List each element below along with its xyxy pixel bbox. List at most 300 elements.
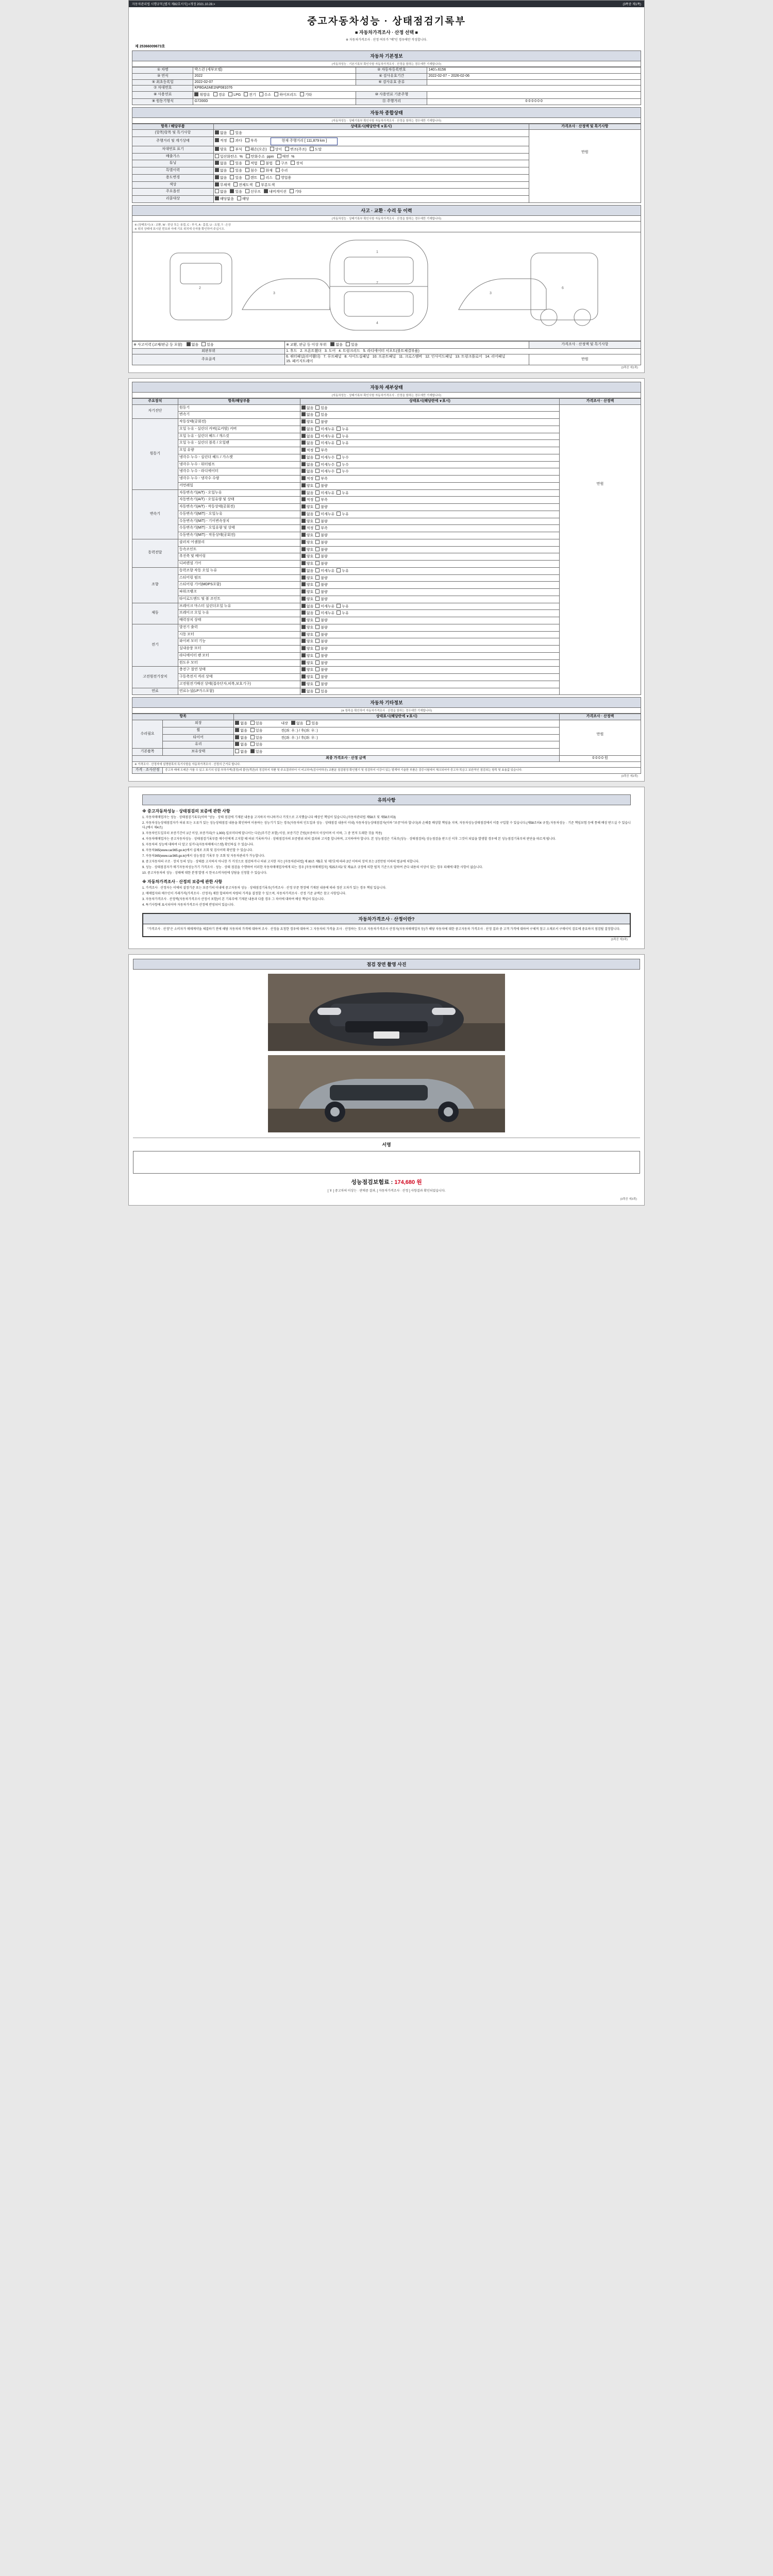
notice-p10: 10. 중고자동차의 성능 · 상태에 대한 분쟁 발생 시 한국소비자원에 상담을 신청할 수 있습니다. <box>142 872 267 875</box>
basic-value-3: 2022 <box>193 73 356 79</box>
detail-part: 수동변속기(M/T) - 작동상태(공회전) <box>178 532 300 539</box>
checkbox-special-none[interactable] <box>215 168 219 172</box>
table-header-row <box>132 714 641 720</box>
checkbox-없음[interactable] <box>301 568 306 572</box>
checkbox-미세누유[interactable] <box>315 611 320 615</box>
checkbox-vin-damage[interactable] <box>245 147 249 151</box>
detail-state[interactable]: 적정 부족 <box>300 447 559 454</box>
checkbox-flood[interactable] <box>245 168 249 172</box>
basic-label-3: ③ 연식 <box>132 73 193 79</box>
checkbox-양호[interactable] <box>301 674 306 679</box>
notice-p3: 3. 자동차인도일부터 보증기간이 1년 이상, 보증거리(수 1,000) 킬로미터에 말나서는 다운(주기간 포함) 이상, 보증기간 간원(보증하지 이상이며 이 이하, 그 중 먼저 도래한 것을 적용) <box>142 832 382 836</box>
checkbox-hc[interactable] <box>246 154 250 158</box>
checkbox-불량[interactable] <box>315 646 320 650</box>
detail-group-6: 전기 <box>132 624 178 667</box>
overall-state-9[interactable]: 해당없음 해당 <box>213 196 529 203</box>
checkbox-tuning-structure[interactable] <box>276 161 280 165</box>
checkbox-미세누수[interactable] <box>315 462 320 466</box>
checkbox-부족[interactable] <box>315 526 320 530</box>
checkbox-불량[interactable] <box>315 561 320 565</box>
checkbox-smoke[interactable] <box>277 154 281 158</box>
checkbox-tuning-none[interactable] <box>215 161 219 165</box>
detail-part: 오일 유량 <box>178 447 300 454</box>
checkbox-special-yes[interactable] <box>230 168 234 172</box>
checkbox-양호[interactable] <box>301 575 306 580</box>
checkbox-basic-none[interactable] <box>235 749 239 753</box>
detail-state[interactable]: 양호 불량 <box>300 667 559 674</box>
checkbox-mileage-low[interactable] <box>245 138 249 142</box>
checkbox-미세누유[interactable] <box>315 568 320 572</box>
basic-value-6 <box>427 79 641 86</box>
checkbox-accident-none[interactable] <box>187 342 191 346</box>
overall-state-3[interactable]: 일산화탄소 % 탄화수소 ppm 매연 % <box>213 153 529 160</box>
checkbox-미세누유[interactable] <box>315 440 320 445</box>
checkbox-없음[interactable] <box>301 462 306 466</box>
checkbox-미세누유[interactable] <box>315 512 320 516</box>
checkbox-누수[interactable] <box>337 469 341 473</box>
checkbox-누유[interactable] <box>337 427 341 431</box>
basic-label-1: ① 차명 <box>132 67 193 74</box>
checkbox-navigation[interactable] <box>264 189 268 193</box>
checkbox-fuel-hydrogen[interactable] <box>259 92 263 96</box>
checkbox-option-none[interactable] <box>215 189 219 193</box>
checkbox-sunroof[interactable] <box>245 189 249 193</box>
checkbox-부족[interactable] <box>315 476 320 480</box>
part-side-sill: 8. 사이드실패널 <box>344 355 369 359</box>
others-col-item: 항목 <box>132 714 234 720</box>
detail-part: 구동축전지 격리 상태 <box>178 674 300 681</box>
detail-state[interactable]: 없음 미세누유 누유 <box>300 489 559 497</box>
checkbox-vin-good[interactable] <box>215 147 219 151</box>
detail-state[interactable]: 없음 있음 <box>300 688 559 695</box>
checkbox-양호[interactable] <box>301 419 306 423</box>
basic-label-2: ② 자동차등록번호 <box>356 67 427 74</box>
detail-state[interactable]: 양호 불량 <box>300 504 559 511</box>
checkbox-없음[interactable] <box>301 440 306 445</box>
notice-p8: 8. 중고자동차의 구조 · 장치 등의 성능 · 상태를 고지하지 아니한 가 거짓으로 점검하거나 허위 고지한 자는 [자동차관리법] 제 80조 제5호 및 제7호에 따라 2년 이하의 징역 또는 2천만원 이하의 벌금에 처합니다. <box>142 860 419 864</box>
checkbox-불량[interactable] <box>315 618 320 622</box>
checkbox-누유[interactable] <box>337 568 341 572</box>
checkbox-적정[interactable] <box>301 497 306 501</box>
accident-legend-1: ※ (상태표시) X : 교환, W : 판금 또는 용접, C : 부식, A : 흠집, U : 요철, T : 손상 <box>135 223 231 227</box>
checkbox-없음[interactable] <box>301 604 306 608</box>
overall-item-8: 주요옵션 <box>132 189 214 196</box>
detail-state[interactable]: 양호 불량 <box>300 652 559 659</box>
accident-group-frame: 주요골격 <box>132 354 285 365</box>
checkbox-불량[interactable] <box>315 589 320 594</box>
checkbox-color-part[interactable] <box>256 182 260 187</box>
detail-part: 변속기 <box>178 412 300 419</box>
checkbox-fuel-other[interactable] <box>300 92 304 96</box>
table-row <box>132 404 641 412</box>
others-col-state: 상태표시(해당란에 ∨표시) <box>234 714 560 720</box>
checkbox-vin-alter[interactable] <box>285 147 289 151</box>
checkbox-vin-corrode[interactable] <box>230 147 234 151</box>
others-state-basicitems[interactable]: 없음 있음 <box>234 749 560 756</box>
checkbox-없음[interactable] <box>301 434 306 438</box>
checkbox-누유[interactable] <box>337 604 341 608</box>
detail-state[interactable]: 양호 불량 <box>300 624 559 631</box>
overall-state-4[interactable]: 없음 있음 적법 불법 구조 장치 <box>213 160 529 167</box>
detail-state[interactable]: 양호 불량 <box>300 539 559 546</box>
overall-state-0[interactable]: 없음 있음 <box>213 130 529 137</box>
checkbox-lease[interactable] <box>260 175 264 179</box>
detail-state[interactable]: 양호 불량 <box>300 582 559 589</box>
checkbox-recall-na[interactable] <box>215 196 219 200</box>
overall-price-cell: 만원 <box>529 130 641 203</box>
checkbox-불량[interactable] <box>315 682 320 686</box>
others-part-exterior: 외장 <box>163 720 234 727</box>
checkbox-불량[interactable] <box>315 533 320 537</box>
calc-label: 가격 · 조사산정 <box>132 768 163 774</box>
checkbox-fire[interactable] <box>260 168 264 172</box>
checkbox-없음[interactable] <box>301 455 306 459</box>
signature-box[interactable] <box>133 1151 640 1174</box>
others-state-exterior[interactable]: 없음 있음 내장 없음 있음 <box>234 720 560 727</box>
checkbox-none[interactable] <box>215 130 219 134</box>
checkbox-양호[interactable] <box>301 582 306 586</box>
checkbox-양호[interactable] <box>301 625 306 629</box>
checkbox-불량[interactable] <box>315 653 320 657</box>
accident-q2-label: ※ 교환, 판금 등 이상 부위 <box>286 343 327 347</box>
checkbox-tuning-illegal[interactable] <box>260 161 264 165</box>
sheet-3-notice <box>128 787 645 949</box>
others-state-wheel[interactable]: 없음 있음 전(좌: 우: ) / 후(좌: 우: ) <box>234 727 560 734</box>
checkbox-미세누유[interactable] <box>315 604 320 608</box>
checkbox-불량[interactable] <box>315 582 320 586</box>
detail-state[interactable]: 없음 미세누유 누유 <box>300 440 559 447</box>
detail-state[interactable]: 양호 불량 <box>300 596 559 603</box>
checkbox-option-yes[interactable] <box>230 189 234 193</box>
part-trunk-lid: 4. 트렁크리드 <box>339 349 360 353</box>
detail-state[interactable]: 양호 불량 <box>300 561 559 568</box>
checkbox-fuel-hybrid[interactable] <box>274 92 278 96</box>
checkbox-양호[interactable] <box>301 540 306 544</box>
checkbox-양호[interactable] <box>301 554 306 558</box>
table-row <box>132 341 641 348</box>
checkbox-불량[interactable] <box>315 519 320 523</box>
detail-part: 등속조인트 <box>178 546 300 553</box>
checkbox-누유[interactable] <box>337 440 341 445</box>
checkbox-불량[interactable] <box>315 504 320 509</box>
checkbox-양호[interactable] <box>301 547 306 551</box>
checkbox-양호[interactable] <box>301 682 306 686</box>
total-price-label: 최종 가격조사 · 산정 금액 <box>132 755 560 761</box>
insurance-price-line <box>133 1174 640 1187</box>
checkbox-양호[interactable] <box>301 653 306 657</box>
page-mark-3: (3쪽중 제3쪽) <box>611 938 628 942</box>
table-row <box>132 130 641 137</box>
checkbox-양호[interactable] <box>301 561 306 565</box>
detail-col-item: 주요장치 <box>132 398 178 404</box>
checkbox-없음[interactable] <box>301 512 306 516</box>
table-row <box>132 73 641 79</box>
basic-fuel-options[interactable]: 휘발유 경유 LPG 전기 수소 하이브리드 기타 <box>193 92 356 99</box>
others-part-glass: 유리 <box>163 741 234 749</box>
detail-state[interactable]: 양호 불량 <box>300 574 559 582</box>
checkbox-누유[interactable] <box>337 490 341 495</box>
checkbox-불량[interactable] <box>315 674 320 679</box>
checkbox-fuel-diesel[interactable] <box>213 92 217 96</box>
detail-state[interactable]: 양호 불량 <box>300 674 559 681</box>
table-row <box>132 348 641 354</box>
checkbox-fuel-lpg[interactable] <box>228 92 232 96</box>
checkbox-int-none[interactable] <box>291 721 295 725</box>
detail-state[interactable]: 없음 미세누수 누수 <box>300 461 559 468</box>
checkbox-누수[interactable] <box>337 462 341 466</box>
checkbox-있음[interactable] <box>315 412 320 416</box>
detail-state[interactable]: 없음 미세누수 누수 <box>300 454 559 461</box>
detail-state[interactable]: 양호 불량 <box>300 553 559 561</box>
checkbox-불량[interactable] <box>315 660 320 665</box>
detail-state[interactable]: 양호 불량 <box>300 659 559 667</box>
section-photos-title: 점검 장면 촬영 사진 <box>133 959 640 970</box>
checkbox-mileage-high[interactable] <box>230 138 234 142</box>
part-inside-panel: 12. 인사이드패널 <box>425 355 452 359</box>
callout-text: "가격조사 · 산정"은 소비자가 매매계약을 체결하기 전에 해당 자동차의 가격에 대하여 조사 · 산정을 요청한 경우에 대하여 그 자동차의 가격을 조사 · 산정하는 것으로 자동차가격조사 산정자(자동차매매업자 등)가 해당 자동차에 대한 중고자동차 가격조사 · 산정 결과 중 고객 가격에 대하여 구체적 참고 소재로서 구매이익 검토에 중요하지 점검될 결정합니다. <box>147 928 620 931</box>
checkbox-미세누수[interactable] <box>315 455 320 459</box>
checkbox-미세누유[interactable] <box>315 427 320 431</box>
checkbox-양호[interactable] <box>301 533 306 537</box>
section-detail-note: (자동차성능 · 상태기록부 확인사항 자동차가격조사 · 산정을 함하는 경우에만 기재합니다) <box>132 393 641 398</box>
checkbox-불량[interactable] <box>315 575 320 580</box>
checkbox-미세누유[interactable] <box>315 434 320 438</box>
notice-p1: 1. 자동차매매업자는 성능 · 상태점검기록부(이하 "성능 · 상태 점검에 기재된 내용을 고지하지 아니하거나 거짓으로 고지했습니다 배상인 책임이 있습니다.(자동차관리법 제58조 및 제58조의3) <box>142 816 396 820</box>
others-group-basic: 기본품목 <box>132 749 163 756</box>
checkbox-ext-yes[interactable] <box>250 721 255 725</box>
detail-part: 라디에이터 팬 모터 <box>178 652 300 659</box>
checkbox-양호[interactable] <box>301 483 306 487</box>
checkbox-양호[interactable] <box>301 504 306 509</box>
checkbox-vin-diff[interactable] <box>270 147 274 151</box>
checkbox-tire-none[interactable] <box>235 735 239 739</box>
checkbox-tire-yes[interactable] <box>250 735 255 739</box>
detail-state[interactable]: 양호 불량 <box>300 532 559 539</box>
checkbox-exists[interactable] <box>230 130 234 134</box>
checkbox-없음[interactable] <box>301 469 306 473</box>
accident-right-col: 가격조사 · 산정액 및 특기사항 <box>529 341 641 348</box>
checkbox-누유[interactable] <box>337 434 341 438</box>
checkbox-없음[interactable] <box>301 490 306 495</box>
overall-state-6[interactable]: 없음 있음 렌트 리스 영업용 <box>213 174 529 181</box>
checkbox-부족[interactable] <box>315 497 320 501</box>
checkbox-fuel-electric[interactable] <box>244 92 248 96</box>
checkbox-tuning-yes[interactable] <box>230 161 234 165</box>
checkbox-불량[interactable] <box>315 419 320 423</box>
notice-heading-2: ※ 자동차가격조사 · 산정의 보증에 관한 사항 <box>142 879 223 885</box>
checkbox-양호[interactable] <box>301 660 306 665</box>
checkbox-불량[interactable] <box>315 554 320 558</box>
detail-part: 스티어링 펌프 <box>178 574 300 582</box>
table-row <box>132 761 641 768</box>
detail-part: 자동변속기(A/T) - 작동상태(공회전) <box>178 504 300 511</box>
checkbox-없음[interactable] <box>301 412 306 416</box>
notice-p2: 2. 자동차성능상태점검자가 허위 또는 오류가 있는 성능상태점검 내용을 확인하여 이용하는 성능기기 있는 경우(자동차의 인도일과 성능 · 상태점검 내용이 이내) 자동차성능상태점검자(이하 "보증"이라 합니다)과 손해를 배상할 책임을 지며, 자동차성능상태점검에서 이를 구입할 수 있습니다.(제58조의4 규정) 자동차성능 · 기준 책임보험 등에 통해 배상 받으실 수 있습니다.(예시 제4조) <box>142 822 631 830</box>
table-row <box>132 86 641 92</box>
detail-state[interactable]: 없음 미세누유 누유 <box>300 426 559 433</box>
checkbox-glass-none[interactable] <box>235 742 239 746</box>
svg-text:3: 3 <box>273 291 275 295</box>
checkbox-없음[interactable] <box>301 689 306 693</box>
detail-part: 냉각수 누수 - 워터펌프 <box>178 461 300 468</box>
checkbox-적정[interactable] <box>301 476 306 480</box>
detail-group-8: 연료 <box>132 688 178 695</box>
overall-col-item: 항목 / 해당부품 <box>132 124 214 130</box>
checkbox-exchange-yes[interactable] <box>346 342 350 346</box>
checkbox-누유[interactable] <box>337 512 341 516</box>
detail-state[interactable]: 없음 있음 <box>300 412 559 419</box>
checkbox-wheel-none[interactable] <box>235 728 239 732</box>
detail-part: 동력조향 작동 오일 누유 <box>178 567 300 574</box>
checkbox-양호[interactable] <box>301 589 306 594</box>
checkbox-use-yes[interactable] <box>230 175 234 179</box>
checkbox-양호[interactable] <box>301 632 306 636</box>
accident-group-outer: 외판부위 <box>132 348 285 354</box>
others-state-glass[interactable]: 없음 있음 <box>234 741 560 749</box>
overall-state-5[interactable]: 없음 있음 침수 화재 수리 <box>213 167 529 175</box>
photo-front-view <box>195 974 578 1051</box>
svg-text:6: 6 <box>562 286 564 290</box>
detail-state[interactable]: 양호 불량 <box>300 546 559 553</box>
basic-value-10 <box>427 92 641 99</box>
detail-state[interactable]: 없음 미세누수 누수 <box>300 468 559 476</box>
insurance-price-value: 174,680 원 <box>394 1179 422 1186</box>
checkbox-basic-yes[interactable] <box>250 749 255 753</box>
detail-state[interactable]: 없음 미세누유 누유 <box>300 567 559 574</box>
checkbox-불량[interactable] <box>315 483 320 487</box>
checkbox-양호[interactable] <box>301 597 306 601</box>
section-accident-title: 사고 · 교환 · 수리 등 이력 <box>132 205 641 216</box>
checkbox-vin-paint[interactable] <box>310 147 314 151</box>
detail-state[interactable]: 없음 미세누유 누유 <box>300 603 559 610</box>
checkbox-불량[interactable] <box>315 540 320 544</box>
table-row <box>132 79 641 86</box>
checkbox-ext-none[interactable] <box>235 721 239 725</box>
accident-q1[interactable]: ※ 사고이력 (교체/판금 등 포함) 없음 있음 <box>132 341 285 348</box>
checkbox-양호[interactable] <box>301 639 306 643</box>
accident-q2[interactable]: ※ 교환, 판금 등 이상 부위 없음 있음 <box>285 341 529 348</box>
checkbox-불량[interactable] <box>315 632 320 636</box>
checkbox-option-other[interactable] <box>290 189 294 193</box>
basic-value-9: G7200D <box>193 98 356 105</box>
overall-state-7[interactable]: 무채색 전체도색 부분도색 <box>213 181 529 189</box>
checkbox-양호[interactable] <box>301 667 306 671</box>
checkbox-없음[interactable] <box>301 427 306 431</box>
checkbox-rent[interactable] <box>245 175 249 179</box>
checkbox-적정[interactable] <box>301 526 306 530</box>
checkbox-fuel-gasoline[interactable] <box>194 92 198 96</box>
checkbox-누수[interactable] <box>337 455 341 459</box>
checkbox-불량[interactable] <box>315 597 320 601</box>
checkbox-accident-yes[interactable] <box>201 342 206 346</box>
detail-part: 고전원전기배선 상태(접속단자,피복,보호기구) <box>178 681 300 688</box>
basic-label-6: ⑥ 검사유효 종류 <box>356 79 427 86</box>
checkbox-불량[interactable] <box>315 547 320 551</box>
checkbox-business[interactable] <box>276 175 280 179</box>
detail-state[interactable]: 적정 부족 <box>300 525 559 532</box>
checkbox-있음[interactable] <box>315 405 320 410</box>
checkbox-tuning-device[interactable] <box>291 161 295 165</box>
detail-state[interactable]: 양호 불량 <box>300 482 559 489</box>
svg-text:2: 2 <box>199 286 201 290</box>
part-rear-panel: 14. 리어패널 <box>485 355 506 359</box>
detail-state[interactable]: 양호 불량 <box>300 638 559 646</box>
detail-state[interactable]: 없음 미세누유 누유 <box>300 511 559 518</box>
checkbox-미세누유[interactable] <box>315 490 320 495</box>
checkbox-use-none[interactable] <box>215 175 219 179</box>
checkbox-color-full[interactable] <box>233 182 238 187</box>
detail-state[interactable]: 적정 부족 <box>300 497 559 504</box>
checkbox-glass-yes[interactable] <box>250 742 255 746</box>
checkbox-wheel-yes[interactable] <box>250 728 255 732</box>
basic-value-1: 박스런 (세부모델) <box>193 67 356 74</box>
checkbox-color-orig[interactable] <box>215 182 219 187</box>
overall-item-9: 리콜대상 <box>132 196 214 203</box>
detail-state[interactable]: 양호 불량 <box>300 631 559 638</box>
checkbox-int-yes[interactable] <box>306 721 310 725</box>
sheet-1 <box>128 0 645 373</box>
checkbox-co[interactable] <box>215 154 219 158</box>
detail-state[interactable]: 양호 불량 <box>300 518 559 525</box>
callout-box <box>142 913 631 937</box>
checkbox-적정[interactable] <box>301 448 306 452</box>
detail-state[interactable]: 없음 미세누유 누유 <box>300 433 559 440</box>
checkbox-tuning-legal[interactable] <box>245 161 249 165</box>
checkbox-양호[interactable] <box>301 646 306 650</box>
detail-state[interactable]: 양호 불량 <box>300 617 559 624</box>
detail-part: 커먼레일 <box>178 482 300 489</box>
overall-item-3: 배출가스 <box>132 153 214 160</box>
checkbox-불량[interactable] <box>315 625 320 629</box>
checkbox-불량[interactable] <box>315 667 320 671</box>
checkbox-exchange-none[interactable] <box>330 342 334 346</box>
detail-state[interactable]: 양호 불량 <box>300 589 559 596</box>
checkbox-recall-yes[interactable] <box>237 196 241 200</box>
detail-state[interactable]: 양호 불량 <box>300 419 559 426</box>
table-row <box>132 98 641 105</box>
form-topbar <box>129 1 644 7</box>
checkbox-불량[interactable] <box>315 639 320 643</box>
checkbox-양호[interactable] <box>301 519 306 523</box>
overall-item-6: 용도변경 <box>132 174 214 181</box>
checkbox-누유[interactable] <box>337 611 341 615</box>
checkbox-mileage-ok[interactable] <box>215 138 219 142</box>
checkbox-없음[interactable] <box>301 405 306 410</box>
checkbox-부족[interactable] <box>315 448 320 452</box>
notice-p4: 4. 자동차매매업자는 중고자동차성능 · 상태점검기록부를 매수인에게 고지할 때 허위 기록하거나 · 상태점검자의 보증범위 외의 결과와 고지를 합니하며, 고지하여야 합니다. 본 성능점검은 기록부(성능 · 상태점검의) 성능점검을 받으신 이후 그것이 되었을 발생할 경우에 본 성능점검기록부의 판단을 따르게 됩니다. <box>142 838 556 841</box>
detail-state[interactable]: 양호 불량 <box>300 681 559 688</box>
detail-state[interactable]: 없음 미세누유 누유 <box>300 610 559 617</box>
notice-q3: 3. 자동차가격조사 · 산정액(자동차가격조사 산정서 포함)이 본 기록부에 기재된 내용과 다를 경우 그 차이에 대하여 배상 책임이 있습니다. <box>142 898 325 902</box>
detail-state[interactable]: 양호 불량 <box>300 646 559 653</box>
overall-state-8[interactable]: 없음 있음 선루프 내비게이션 기타 <box>213 189 529 196</box>
overall-state-1[interactable]: 적정 과다 부족 현재 주행거리 [ 111,879 km ] <box>213 137 529 146</box>
others-state-tire[interactable]: 없음 있음 전(좌: 우: ) / 후(좌: 우: ) <box>234 734 560 741</box>
basic-label-10: ⑩ 사용연료 기준주행 <box>356 92 427 99</box>
table-row <box>132 67 641 74</box>
checkbox-없음[interactable] <box>301 611 306 615</box>
checkbox-미세누수[interactable] <box>315 469 320 473</box>
others-group-repair: 수리필요 <box>132 720 163 749</box>
basic-value-2: 140노6156 <box>427 67 641 74</box>
overall-state-2[interactable]: 양호 부식 훼손(오손) 상이 변조(주조) 도말 <box>213 146 529 153</box>
basic-label-9: ⑨ 원동기형식 <box>132 98 193 105</box>
detail-state[interactable]: 없음 있음 <box>300 404 559 412</box>
checkbox-repair[interactable] <box>276 168 280 172</box>
detail-state[interactable]: 적정 부족 <box>300 476 559 483</box>
checkbox-양호[interactable] <box>301 618 306 622</box>
checkbox-있음[interactable] <box>315 689 320 693</box>
